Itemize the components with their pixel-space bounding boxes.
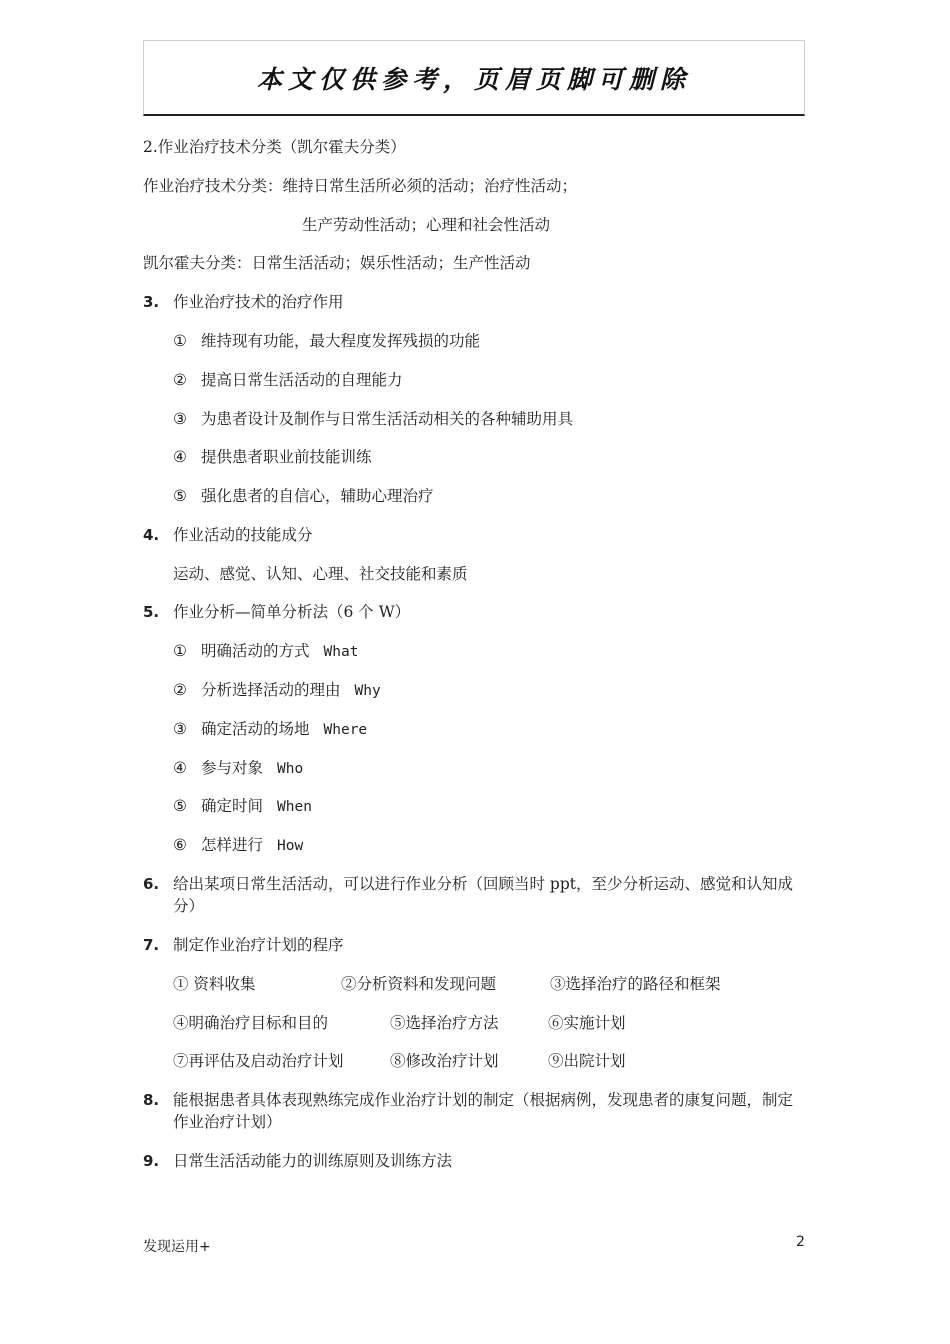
- header-banner-text: 本文仅供参考，页眉页脚可删除: [256, 64, 691, 94]
- item-english: What: [323, 644, 359, 660]
- list-item: [173, 446, 372, 468]
- step-2: ②分析资料和发现问题: [341, 975, 497, 993]
- item-text: 分析选择活动的理由: [201, 681, 341, 699]
- item-text: 维持现有功能，最大程度发挥残损的功能: [201, 332, 481, 350]
- list-item: [173, 485, 434, 507]
- section-4-body: 运动、感觉、认知、心理、社交技能和素质: [173, 565, 468, 583]
- item-text: 明确活动的方式: [201, 642, 310, 660]
- item-marker: ⑤: [173, 797, 187, 815]
- section-6-heading: [0, 873, 950, 919]
- item-english: Who: [277, 761, 304, 777]
- step-4: ④明确治疗目标和目的: [173, 1014, 329, 1032]
- item-marker: ②: [173, 681, 187, 699]
- section-2-line-2: 生产劳动性活动；心理和社会性活动: [302, 216, 551, 234]
- item-marker: ③: [173, 410, 187, 428]
- section-4-title: 作业活动的技能成分: [173, 526, 313, 544]
- item-marker: ⑤: [173, 487, 187, 505]
- section-2-line-1: 作业治疗技术分类：维持日常生活所必须的活动；治疗性活动；: [143, 177, 578, 195]
- step-5: ⑤选择治疗方法: [390, 1014, 499, 1032]
- item-marker: ③: [173, 720, 187, 738]
- item-marker: ①: [173, 642, 187, 660]
- section-8-number: 8.: [143, 1091, 160, 1109]
- section-6-title: 给出某项日常生活活动，可以进行作业分析（回顾当时 ppt，至少分析运动、感觉和认知成分）: [173, 875, 794, 915]
- item-marker: ④: [173, 759, 187, 777]
- step-9: ⑨出院计划: [548, 1052, 626, 1070]
- section-2-line-3: 凯尔霍夫分类：日常生活活动；娱乐性活动；生产性活动: [143, 254, 531, 272]
- section-6-number: 6.: [143, 875, 160, 893]
- list-item: [173, 679, 381, 702]
- item-english: How: [277, 838, 304, 854]
- list-item: [173, 834, 303, 857]
- list-item: [173, 757, 303, 780]
- step-6: ⑥实施计划: [548, 1014, 626, 1032]
- list-item: [173, 330, 480, 352]
- item-english: When: [277, 799, 312, 815]
- item-text: 确定活动的场地: [201, 720, 310, 738]
- section-7-number: 7.: [143, 936, 160, 954]
- list-item: [173, 718, 367, 741]
- item-text: 参与对象: [201, 759, 264, 777]
- item-english: Why: [354, 683, 381, 699]
- step-1: ① 资料收集: [173, 975, 256, 993]
- section-9-title: 日常生活活动能力的训练原则及训练方法: [173, 1152, 453, 1170]
- item-marker: ②: [173, 371, 187, 389]
- item-text: 强化患者的自信心，辅助心理治疗: [201, 487, 434, 505]
- item-english: Where: [323, 722, 368, 738]
- section-7-title: 制定作业治疗计划的程序: [173, 936, 344, 954]
- section-9-number: 9.: [143, 1152, 160, 1170]
- item-text: 提高日常生活活动的自理能力: [201, 371, 403, 389]
- step-7: ⑦再评估及启动治疗计划: [173, 1052, 344, 1070]
- list-item: [173, 795, 312, 818]
- list-item: [173, 408, 573, 430]
- list-item: [173, 640, 358, 663]
- item-text: 为患者设计及制作与日常生活活动相关的各种辅助用具: [201, 410, 574, 428]
- section-5-number: 5.: [143, 603, 160, 621]
- step-3: ③选择治疗的路径和框架: [550, 975, 721, 993]
- list-item: [173, 369, 403, 391]
- section-2-title: 2.作业治疗技术分类（凯尔霍夫分类）: [143, 138, 406, 156]
- section-4-number: 4.: [143, 526, 160, 544]
- section-8-heading: [0, 1089, 950, 1135]
- section-8-title: 能根据患者具体表现熟练完成作业治疗计划的制定（根据病例，发现患者的康复问题，制定作业治疗计划）: [173, 1091, 794, 1131]
- step-8: ⑧修改治疗计划: [390, 1052, 499, 1070]
- section-3-number: 3.: [143, 293, 160, 311]
- page-number: 2: [796, 1234, 805, 1250]
- section-5-title: 作业分析—简单分析法（6 个 W）: [173, 603, 411, 621]
- item-marker: ④: [173, 448, 187, 466]
- footer-text: 发现运用+: [143, 1239, 211, 1255]
- item-text: 确定时间: [201, 797, 264, 815]
- item-text: 提供患者职业前技能训练: [201, 448, 372, 466]
- item-marker: ①: [173, 332, 187, 350]
- item-text: 怎样进行: [201, 836, 264, 854]
- page-header: [143, 40, 805, 116]
- item-marker: ⑥: [173, 836, 187, 854]
- section-3-title: 作业治疗技术的治疗作用: [173, 293, 344, 311]
